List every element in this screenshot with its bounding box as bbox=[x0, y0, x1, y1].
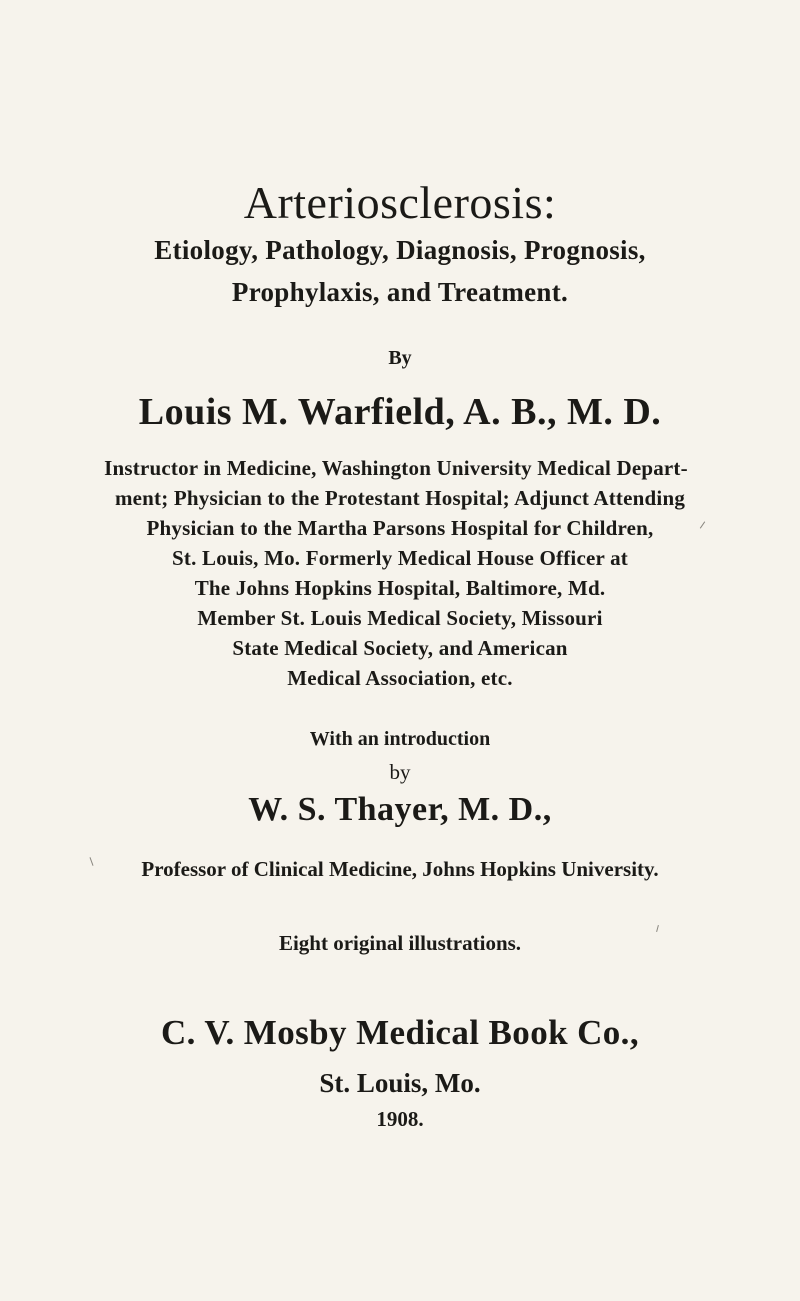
by-label: By bbox=[388, 347, 412, 369]
author-credential-line: Medical Association, etc. bbox=[287, 666, 513, 690]
introducer-name: W. S. Thayer, M. D., bbox=[248, 791, 552, 828]
author-credential-line: ment; Physician to the Protestant Hospital; Adjunct Attending bbox=[114, 486, 686, 510]
introduction-label: With an introduction bbox=[309, 728, 491, 750]
subtitle-line-2: Prophylaxis, and Treatment. bbox=[231, 277, 569, 307]
publisher-name: C. V. Mosby Medical Book Co., bbox=[161, 1013, 639, 1052]
illustrations-note: Eight original illustrations. bbox=[278, 931, 522, 955]
author-credential-line: St. Louis, Mo. Formerly Medical House Officer at bbox=[172, 546, 628, 570]
author-credential-line: The Johns Hopkins Hospital, Baltimore, Md. bbox=[194, 576, 606, 600]
author-name: Louis M. Warfield, A. B., M. D. bbox=[138, 391, 662, 433]
author-credential-line: State Medical Society, and American bbox=[232, 636, 568, 660]
publication-year: 1908. bbox=[376, 1107, 424, 1131]
subtitle-line-1: Etiology, Pathology, Diagnosis, Prognosis, bbox=[154, 235, 646, 265]
introducer-credential: Professor of Clinical Medicine, Johns Hopkins University. bbox=[141, 857, 659, 881]
introduction-by-label: by bbox=[389, 760, 411, 784]
publisher-place: St. Louis, Mo. bbox=[319, 1068, 481, 1098]
author-credential-line: Physician to the Martha Parsons Hospital for Children, bbox=[146, 516, 654, 540]
author-credential-line: Member St. Louis Medical Society, Missouri bbox=[197, 606, 603, 630]
author-credential-line: Instructor in Medicine, Washington University Medical Depart- bbox=[104, 456, 688, 480]
book-title: Arteriosclerosis: bbox=[243, 177, 557, 228]
